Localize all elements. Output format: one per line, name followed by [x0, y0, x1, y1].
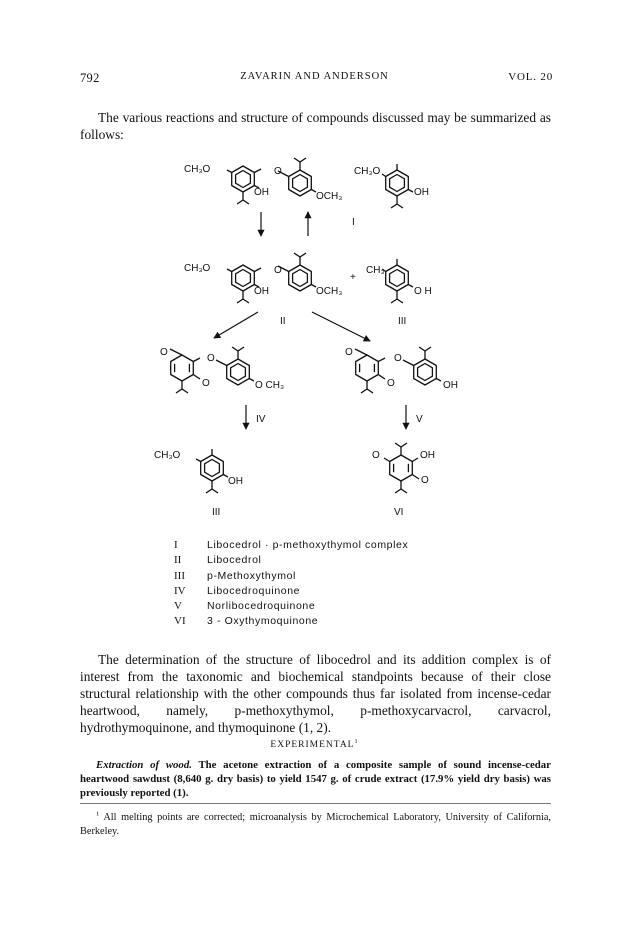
scheme-label: IV [256, 414, 266, 425]
scheme-label: CH₃O [354, 166, 381, 177]
ring-8 [384, 443, 419, 493]
legend-number: I [174, 539, 178, 551]
scheme-label: CH₃O [154, 450, 181, 461]
ring-1b [278, 158, 316, 196]
scheme-label: O [202, 378, 210, 389]
scheme-label: I [352, 217, 355, 228]
scheme-label: O [160, 347, 168, 358]
scheme-label: O [274, 265, 282, 276]
scheme-label: V [416, 414, 423, 425]
ring-7 [196, 449, 228, 493]
ring-3b [278, 253, 316, 291]
ring-2 [382, 164, 413, 208]
legend-name: Libocedrol [207, 554, 262, 567]
scheme-label: CH₃O [184, 164, 211, 175]
footnote [80, 811, 551, 839]
ring-5b [216, 347, 254, 385]
legend-number: VI [174, 615, 186, 628]
scheme-label: OH [254, 187, 269, 198]
scheme-label: O [345, 347, 353, 358]
scheme-label: O H [414, 286, 432, 297]
scheme-label: O [421, 475, 429, 486]
scheme-label: OH [228, 476, 243, 487]
scheme-label: O [394, 353, 402, 364]
scheme-label: O [207, 353, 215, 364]
scheme-label: OCH₃ [316, 286, 343, 297]
ring-6b [403, 347, 441, 385]
scheme-label: CH₃O [184, 263, 211, 274]
legend-row [174, 614, 408, 629]
legend-number: III [174, 569, 185, 582]
scheme-label: O CH₃ [255, 380, 285, 391]
experimental-heading [0, 740, 629, 750]
scheme-label: VI [394, 507, 404, 518]
footnote-marker: 1 [96, 810, 100, 818]
legend-row [174, 599, 408, 614]
ring-6a [355, 349, 385, 393]
arrow-left-diag [214, 312, 258, 338]
body-paragraph: The determination of the structure of libocedrol and its addition complex is of interest from the taxonomic and biochemical standpoints because of their close structural relationship with the other compounds thus far isolated from incense-cedar heartwood, namely, p-methoxythymol, p-methoxycarvacrol, carvacrol, hydrothymoquinone, and thymoquinone (1, 2). [80, 652, 551, 735]
scheme-label: + [350, 272, 356, 283]
scheme-label: OH [414, 187, 429, 198]
scheme-label: CH₃ [366, 265, 385, 276]
intro-paragraph: The various reactions and structure of compounds discussed may be summarized as follows: [80, 110, 551, 142]
scheme-label: O [372, 450, 380, 461]
legend-name: 3 - Oxythymoquinone [207, 615, 319, 628]
scheme-label: O [387, 378, 395, 389]
experimental-body: The acetone extraction of a composite sample of sound incense-cedar heartwood sawdust (8,640 g. dry basis) to yield 1547 g. of crude extract (17.9% yield dry basis) was previously reported (1). [80, 759, 551, 799]
experimental-subhead: Extraction of wood. [96, 759, 192, 771]
scheme-label: III [212, 507, 221, 518]
arrow-right-diag [312, 312, 370, 341]
page-number: 792 [80, 71, 100, 85]
reaction-scheme [140, 150, 490, 530]
experimental-heading-footnote-marker: 1 [354, 738, 359, 745]
ring-3a [227, 265, 261, 303]
legend-row [174, 553, 408, 568]
volume-label: VOL. 20 [508, 71, 553, 83]
ring-5a [170, 349, 200, 393]
running-title: ZAVARIN AND ANDERSON [240, 71, 389, 82]
legend-row [174, 569, 408, 584]
experimental-paragraph [80, 758, 551, 800]
scheme-label: OH [254, 286, 269, 297]
ring-4 [382, 259, 413, 303]
scheme-label: O [274, 166, 282, 177]
scheme-label: III [398, 316, 407, 327]
scheme-label: OH [443, 380, 458, 391]
legend-name: Libocedrol · p-methoxythymol complex [207, 539, 409, 551]
legend-row [174, 538, 408, 553]
compound-legend [174, 538, 408, 630]
footnote-rule [80, 803, 551, 804]
legend-number: V [174, 600, 182, 613]
legend-name: p-Methoxythymol [207, 569, 296, 582]
scheme-label: II [280, 316, 286, 327]
legend-name: Norlibocedroquinone [207, 600, 316, 613]
legend-name: Libocedroquinone [207, 584, 301, 597]
footnote-text: All melting points are corrected; microanalysis by Microchemical Laboratory, University of California, Berkeley. [80, 812, 551, 837]
scheme-label: OCH₃ [316, 191, 343, 202]
scheme-label: OH [420, 450, 435, 461]
experimental-heading-text: EXPERIMENTAL [270, 740, 355, 750]
legend-number: IV [174, 584, 186, 597]
legend-row [174, 584, 408, 599]
ring-1a [227, 166, 261, 204]
legend-number: II [174, 554, 182, 567]
